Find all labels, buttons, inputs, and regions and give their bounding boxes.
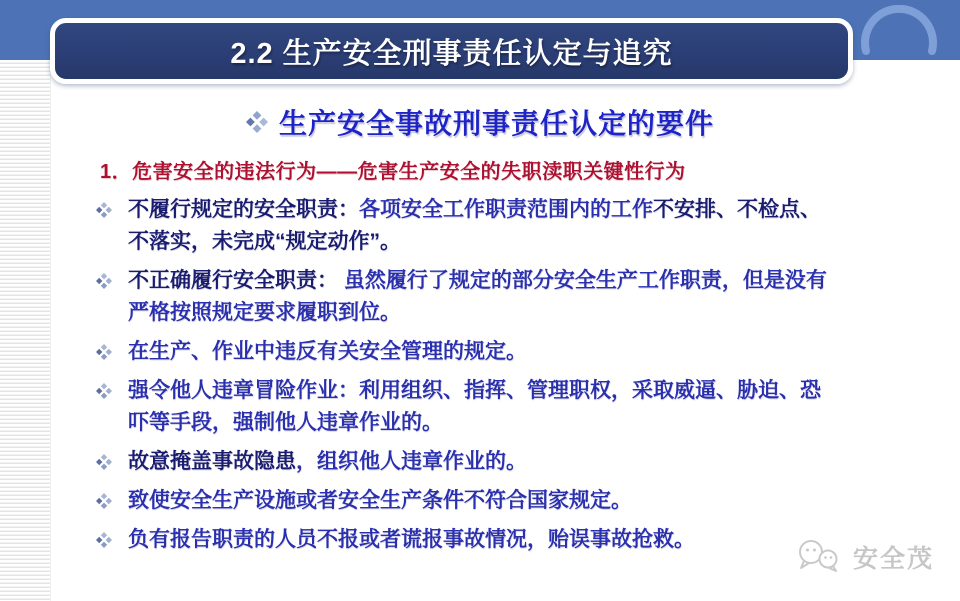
- bullet-item: [96, 446, 856, 478]
- bullet-segment: 虽然履行了规定的部分安全生产工作职责，但是没有严格按照规定要求履职到位。: [128, 269, 827, 324]
- bullet-item: [96, 336, 856, 368]
- watermark-text: 安全茂: [852, 545, 934, 573]
- subtitle-row: [50, 100, 910, 144]
- diamond-bullet-icon: [96, 454, 112, 470]
- crescent-arc-icon: [860, 5, 938, 55]
- bullet-text: [128, 336, 828, 368]
- bullet-text: [128, 194, 828, 258]
- bullet-item: [96, 485, 856, 517]
- bullet-segment: 各项安全工作职责范围内的工作: [359, 198, 653, 221]
- bullet-segment: 不履行规定的安全职责：: [128, 198, 359, 221]
- bullet-segment: ，组织他人违章作业的。: [296, 450, 527, 473]
- watermark: [795, 537, 934, 577]
- bullet-segment: 强令他人违章冒险作业：利用组织、指挥、管理职权，采取威逼、胁迫、恐吓等手段，强制他人违章作业的。: [128, 379, 821, 434]
- diamond-bullet-icon: [246, 111, 268, 133]
- bullet-text: [128, 375, 828, 439]
- bullet-text: [128, 524, 828, 556]
- diamond-bullet-icon: [96, 493, 112, 509]
- bullet-segment: 不安排、不检点、不落实，未完成“规定动作”。: [128, 198, 821, 253]
- bullet-segment: 不正确履行安全职责：: [128, 269, 338, 292]
- bullet-item: [96, 194, 856, 258]
- diamond-bullet-icon: [96, 532, 112, 548]
- slide-title-bar: [50, 18, 853, 84]
- page-title: 2.2 生产安全刑事责任认定与追究: [230, 37, 673, 70]
- striped-left-border: [0, 60, 51, 601]
- bullet-text: [128, 265, 828, 329]
- bullet-item: [96, 265, 856, 329]
- bullet-segment: 在生产、作业中违反有关安全管理的规定。: [128, 340, 527, 363]
- subtitle-text: 生产安全事故刑事责任认定的要件: [278, 108, 714, 139]
- diamond-bullet-icon: [96, 344, 112, 360]
- diamond-bullet-icon: [96, 202, 112, 218]
- wechat-chat-bubbles-icon: [795, 537, 845, 577]
- bullet-text: [128, 485, 828, 517]
- bullet-segment: 致使安全生产设施或者安全生产条件不符合国家规定。: [128, 489, 632, 512]
- bullet-segment: 负有报告职责的人员不报或者谎报事故情况，贻误事故抢救。: [128, 528, 695, 551]
- bullet-text: [128, 446, 828, 478]
- section-heading: 1．危害安全的违法行为——危害生产安全的失职渎职关键性行为: [100, 161, 686, 183]
- diamond-bullet-icon: [96, 273, 112, 289]
- bullet-item: [96, 375, 856, 439]
- bullet-segment: 故意掩盖事故隐患: [128, 450, 296, 473]
- bullet-item: [96, 524, 856, 556]
- diamond-bullet-icon: [96, 383, 112, 399]
- bullet-list: [96, 194, 856, 563]
